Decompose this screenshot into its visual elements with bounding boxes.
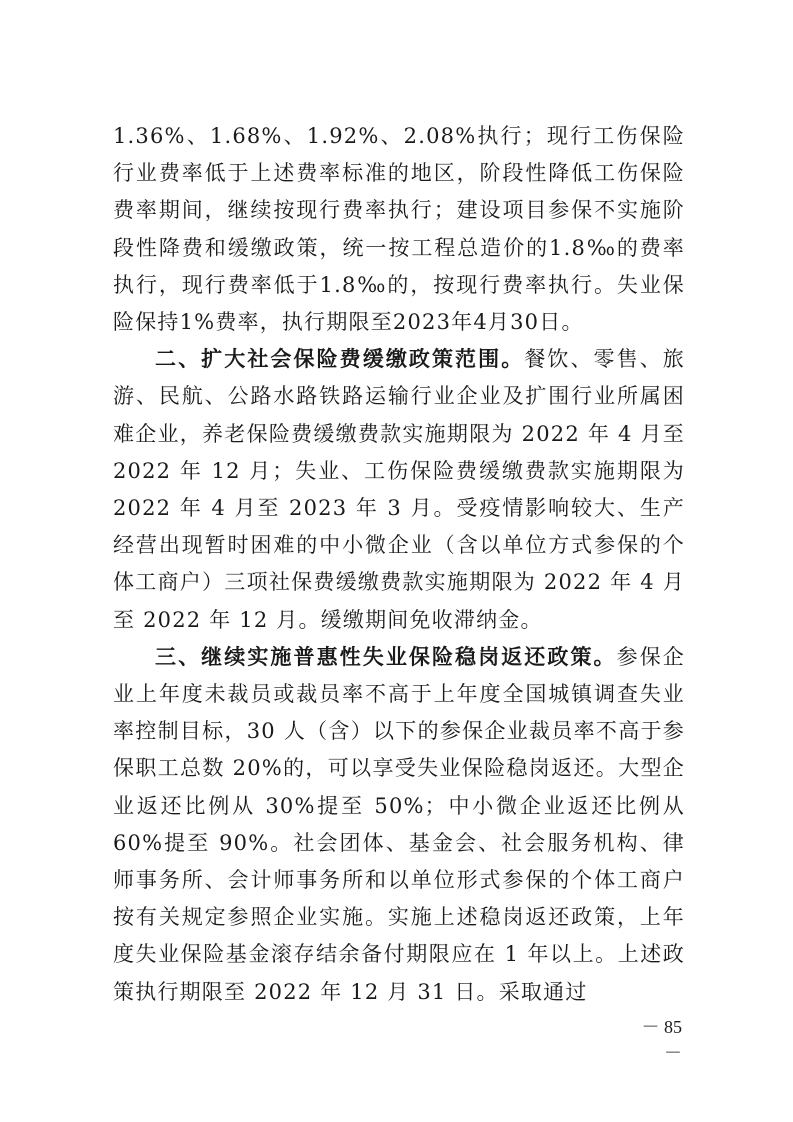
section-3-heading: 三、继续实施普惠性失业保险稳岗返还政策。	[155, 644, 617, 669]
document-body	[113, 118, 685, 1011]
paragraph-2-text: 餐饮、零售、旅游、民航、公路水路铁路运输行业企业及扩围行业所属困难企业，养老保险费缓缴费款实施期限为 2022 年 4 月至 2022 年 12 月；失业、工伤保险费缓缴费款实施期限为 2022 年 4 月至 2023 年 3 月。受疫情影响较大、生产经营出现暂时困难的中小微企业（含以单位方式参保的个体工商户）三项社保费缓缴费款实施期限为 2022 年 4 月至 2022 年 12 月。缓缴期间免收滞纳金。	[113, 347, 686, 632]
section-2-heading: 二、扩大社会保险费缓缴政策范围。	[155, 347, 525, 372]
paragraph-3-text: 参保企业上年度未裁员或裁员率不高于上年度全国城镇调查失业率控制目标，30 人（含）以下的参保企业裁员率不高于参保职工总数 20%的，可以享受失业保险稳岗返还。大型企业返还比例从 30%提至 50%；中小微企业返还比例从 60%提至 90%。社会团体、基金会、社会服务机构、律师事务所、会计师事务所和以单位形式参保的个体工商户按有关规定参照企业实施。实施上述稳岗返还政策，上年度失业保险基金滚存结余备付期限应在 1 年以上。上述政策执行期限至 2022 年 12 月 31 日。采取通过	[113, 644, 686, 1004]
paragraph-2	[113, 341, 685, 639]
paragraph-1	[113, 118, 685, 341]
page-number: － 85 －	[641, 1017, 682, 1063]
paragraph-1-text: 1.36%、1.68%、1.92%、2.08%执行；现行工伤保险行业费率低于上述费率标准的地区，阶段性降低工伤保险费率期间，继续按现行费率执行；建设项目参保不实施阶段性降费和缓缴政策，统一按工程总造价的1.8‰的费率执行，现行费率低于1.8‰的，按现行费率执行。失业保险保持1%费率，执行期限至2023年4月30日。	[113, 124, 685, 335]
paragraph-3	[113, 639, 685, 1011]
